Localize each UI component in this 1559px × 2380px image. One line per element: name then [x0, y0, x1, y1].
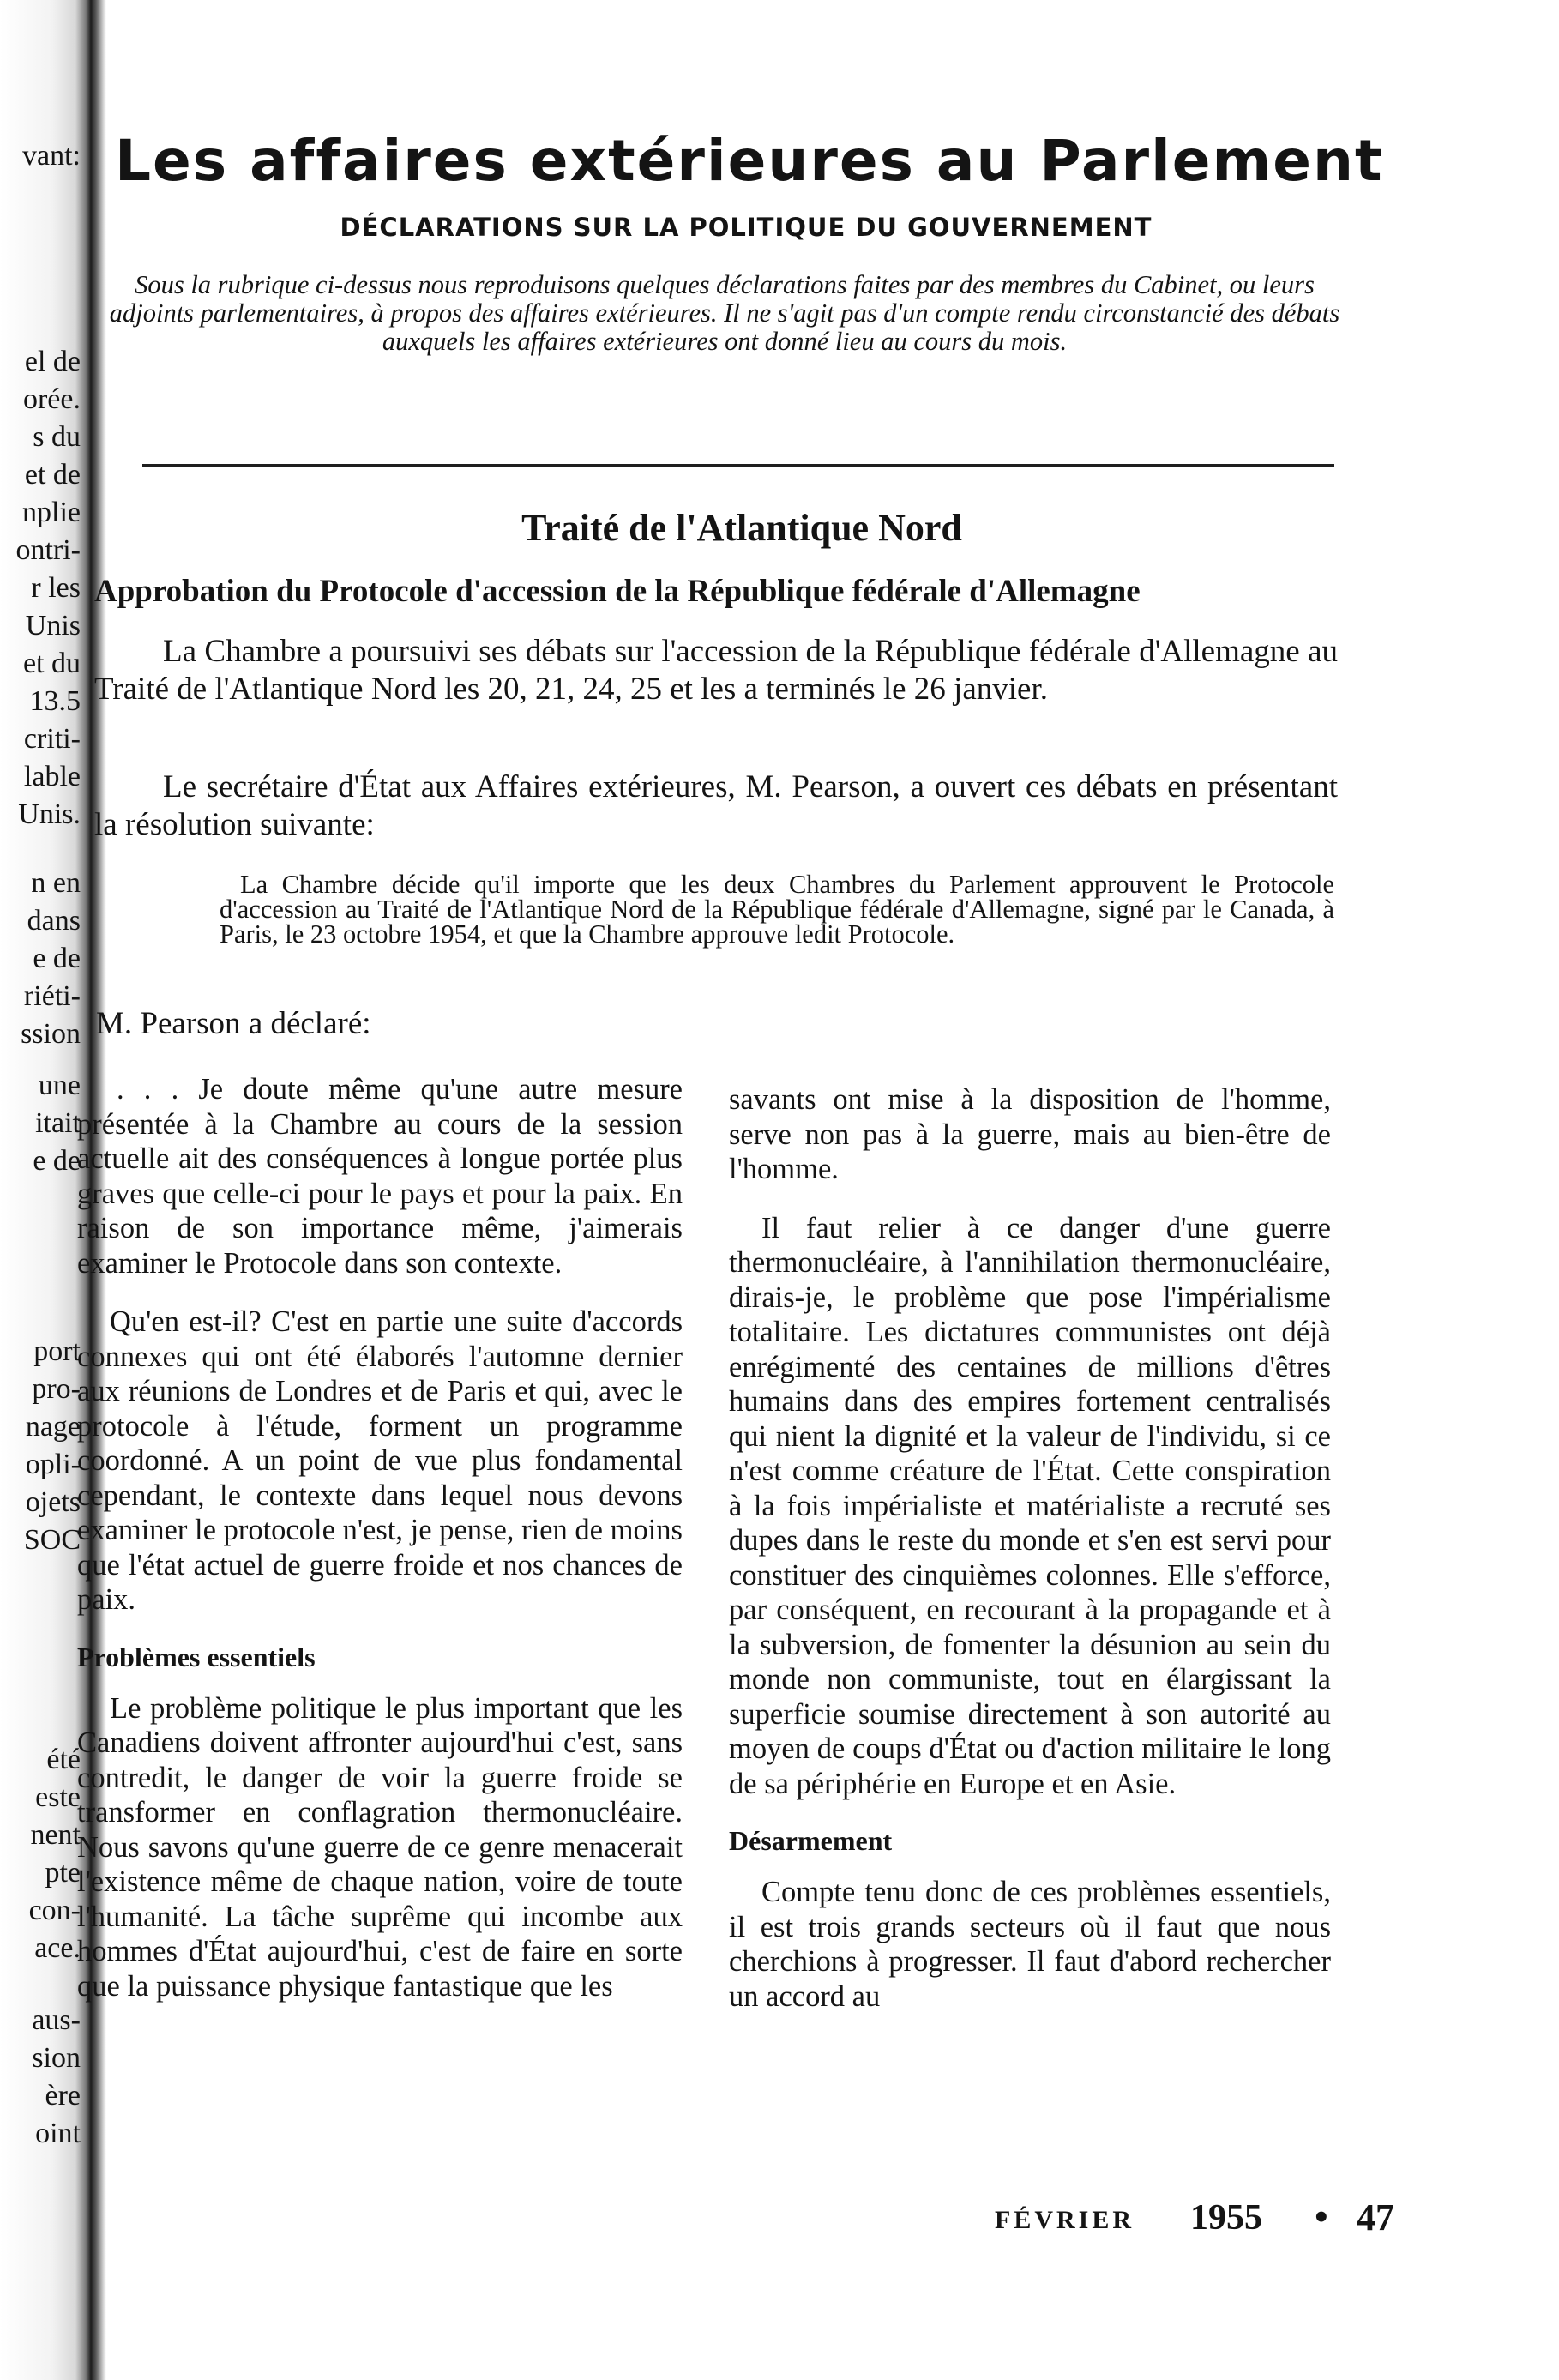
bleed-line: ojets [25, 1486, 81, 1518]
body-paragraph: Il faut relier à ce danger d'une guerre thermonucléaire, à l'annihilation thermonucléaire, dirais-je, le problème que pose l'impérialisme totalitaire. Les dictatures communistes ont déjà enrégimenté des centaines de millions d'êtres humains dans des empires fortement centralisés qui nient la dignité et la valeur de l'individu, si ce n'est comme créature de l'État. Cette conspiration à la fois impérialiste et matérialiste a recruté ses dupes dans le reste du monde et s'en est servi pour constituer des cinquièmes colonnes. Elle s'efforce, par conséquent, en recourant à la propagande et à la subversion, de fomenter la désunion au sein du monde non communiste, tout en élargissant la superficie soumise directement à son autorité au moyen de coups d'État ou d'action militaire le long de sa périphérie en Europe et en Asie. [729, 1211, 1331, 1800]
bleed-line: n en [31, 867, 81, 899]
bleed-line: Unis. [18, 798, 81, 830]
bleed-line: este [35, 1781, 81, 1813]
bleed-line: dans [27, 905, 81, 937]
bleed-line: orée. [22, 383, 81, 415]
bleed-line: criti- [23, 723, 81, 755]
page-title: Les affaires extérieures au Parlement [115, 128, 1384, 194]
bleed-line: une [38, 1069, 81, 1101]
footer-separator: • [1312, 2201, 1331, 2235]
page-number: 47 [1357, 2196, 1394, 2238]
bleed-line: ontri- [15, 534, 81, 566]
bleed-line: itait [35, 1107, 81, 1139]
column-left [77, 1072, 683, 2028]
intro-paragraph: La Chambre a poursuivi ses débats sur l'accession de la République fédérale d'Allemagne au Traité de l'Atlantique Nord les 20, 21, 24, 25 et les a terminés le 26 janvier. [94, 634, 1338, 707]
bleed-line: riéti- [23, 980, 81, 1012]
bleed-line: Unis [25, 610, 81, 642]
body-paragraph: savants ont mise à la disposition de l'homme, serve non pas à la guerre, mais au bien-être de l'homme. [729, 1083, 1331, 1185]
page-subtitle: DÉCLARATIONS SUR LA POLITIQUE DU GOUVERNEMENT [340, 213, 1153, 242]
bleed-line: port [33, 1335, 81, 1367]
bleed-line: nent [30, 1819, 81, 1851]
bleed-line: été [46, 1744, 81, 1775]
body-paragraph: Qu'en est-il? C'est en partie une suite d'accords connexes qui ont été élaborés l'automne dernier aux réunions de Londres et de Paris et qui, avec le protocole à l'étude, forment un programme coordonné. A un point de vue plus fondamental cependant, le contexte dans lequel nous devons examiner le protocole n'est, je pense, rien de moins que l'état actuel de guerre froide et nos chances de paix. [77, 1305, 683, 1616]
left-page-bleed [0, 0, 86, 2380]
bleed-line: r les [31, 572, 81, 604]
section-subtitle: Approbation du Protocole d'accession de la République fédérale d'Allemagne [94, 574, 1141, 609]
bleed-line: pte [45, 1857, 81, 1889]
bleed-line: ère [45, 2080, 81, 2112]
bleed-line: 13.5 [29, 685, 81, 717]
header-rule [142, 464, 1334, 467]
footer-month: FÉVRIER [995, 2206, 1135, 2234]
bleed-line: e de [33, 943, 81, 974]
column-right [729, 1082, 1331, 2038]
bleed-line: ace. [34, 1932, 81, 1964]
bleed-line: et du [22, 648, 81, 679]
bleed-line: nage [25, 1411, 81, 1443]
intro-paragraph: Le secrétaire d'État aux Affaires extérieures, M. Pearson, a ouvert ces débats en présentant la résolution suivante: [94, 769, 1338, 842]
body-paragraph: Le problème politique le plus important que les Canadiens doivent affronter aujourd'hui c'est, sans contredit, le danger de voir la guerre froide se transformer en conflagration thermonucléaire. Nous savons qu'une guerre de ce genre menacerait l'existence même de chaque nation, voire de toute l'humanité. La tâche suprême qui incombe aux hommes d'État aujourd'hui, c'est de faire en sorte que la puissance physique fantastique que les [77, 1691, 683, 2003]
resolution-quote: La Chambre décide qu'il importe que les deux Chambres du Parlement approuvent le Protocole d'accession au Traité de l'Atlantique Nord de la République fédérale d'Allemagne, signé par le Canada, à Paris, le 23 octobre 1954, et que la Chambre approuve ledit Protocole. [220, 870, 1334, 949]
bleed-line: ssion [21, 1018, 81, 1050]
bleed-line: con- [28, 1895, 81, 1926]
bleed-line: pro- [32, 1373, 81, 1405]
bleed-line: SOC [23, 1524, 81, 1556]
body-paragraph: . . . Je doute même qu'une autre mesure présentée à la Chambre au cours de la session actuelle ait des conséquences à longue portée plus graves que celle-ci pour le pays et pour la paix. En raison de son importance même, j'aimerais examiner le Protocole dans son contexte. [77, 1073, 683, 1280]
bleed-line: e de [33, 1145, 81, 1177]
bleed-line: vant: [22, 140, 81, 172]
intro-note: Sous la rubrique ci-dessus nous reproduisons quelques déclarations faites par des membres du Cabinet, ou leurs adjoints parlementaires, à propos des affaires extérieures. Il ne s'agit pas d'un compte rendu circonstancié des débats auxquels les affaires extérieures ont donné lieu au cours du mois. [109, 270, 1340, 356]
bleed-line: s du [33, 421, 81, 453]
bleed-line: oint [35, 2118, 81, 2149]
bleed-line: el de [24, 346, 81, 377]
speaker-line: M. Pearson a déclaré: [96, 1006, 371, 1041]
section-title: Traité de l'Atlantique Nord [521, 507, 962, 549]
subheading: Désarmement [729, 1825, 893, 1856]
bleed-line: et de [24, 459, 81, 491]
footer-year: 1955 [1190, 2198, 1262, 2238]
bleed-line: aus- [32, 2004, 81, 2036]
subheading: Problèmes essentiels [77, 1641, 316, 1672]
body-paragraph: Compte tenu donc de ces problèmes essentiels, il est trois grands secteurs où il faut que nous cherchions à progresser. Il faut d'abord rechercher un accord au [729, 1876, 1331, 2013]
bleed-line: nplie [22, 497, 81, 528]
bleed-line: opli- [25, 1449, 81, 1480]
bleed-line: sion [32, 2042, 81, 2074]
bleed-line: lable [23, 761, 81, 792]
